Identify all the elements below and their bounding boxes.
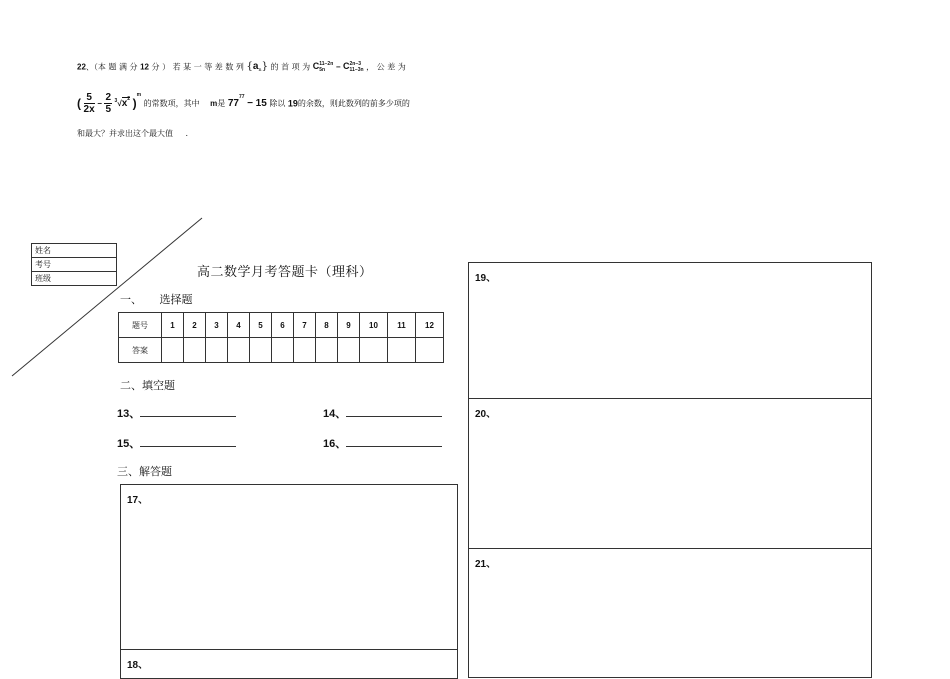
frac1-num: 5 <box>84 92 95 104</box>
c1-sup: 11−2n <box>319 61 334 67</box>
choice-number: 2 <box>184 313 206 338</box>
answer-cell[interactable] <box>162 338 184 363</box>
points-value: 12 <box>140 62 149 72</box>
answer-cell[interactable] <box>338 338 360 363</box>
value-19: 19 <box>287 98 298 109</box>
root-body: x <box>121 98 128 109</box>
answer-box-17[interactable] <box>120 484 458 650</box>
problem-text: 除以 <box>269 99 286 108</box>
answer-cell[interactable] <box>294 338 316 363</box>
fill-item-16 <box>323 435 442 451</box>
section-number: 一、 <box>120 293 142 306</box>
c1-sub: 5n <box>319 67 326 73</box>
answer-cell[interactable] <box>184 338 206 363</box>
info-field-name[interactable]: 姓名 <box>32 244 117 258</box>
root-index: 3 <box>114 98 118 104</box>
answer-box-label: 18、 <box>127 660 149 671</box>
var-m: m <box>210 99 218 108</box>
sequence-symbol: $\{a_n\}$ <box>246 61 268 74</box>
info-field-class[interactable]: 班级 <box>32 272 117 286</box>
choice-number-row <box>119 313 444 338</box>
fill-label: 13、 <box>117 408 141 420</box>
answer-box-label: 21、 <box>475 559 497 570</box>
answer-cell[interactable] <box>316 338 338 363</box>
section-choice-heading <box>120 291 193 307</box>
choice-answer-table <box>118 312 444 363</box>
c1-letter: C <box>312 61 320 72</box>
answer-box-label: 19、 <box>475 273 497 284</box>
fill-item-14 <box>323 405 442 421</box>
answer-label: 答案 <box>119 338 162 363</box>
minus-sign: − <box>335 62 341 72</box>
fill-blank[interactable] <box>140 406 236 417</box>
answer-cell[interactable] <box>228 338 250 363</box>
sequence-a: a <box>252 61 259 73</box>
choice-number: 7 <box>294 313 316 338</box>
power-m: m <box>136 91 142 98</box>
problem-text: ， 公 差 为 <box>366 62 406 72</box>
problem-text: 的常数项，其中 <box>143 99 200 108</box>
frac2-num: 2 <box>105 92 111 103</box>
frac2-den: 5 <box>105 104 111 115</box>
choice-number: 9 <box>338 313 360 338</box>
student-info-table <box>31 243 117 286</box>
problem-text: 、（本 题 满 分 <box>85 62 138 72</box>
problem-text: 的余数，则此数列的前多少项的 <box>297 99 410 108</box>
answer-box-20[interactable] <box>468 398 872 549</box>
answer-box-label: 17、 <box>127 495 149 506</box>
exponent-77: 77 <box>238 93 245 100</box>
info-field-exam-number[interactable]: 考号 <box>32 258 117 272</box>
choice-number: 4 <box>228 313 250 338</box>
answer-cell[interactable] <box>388 338 416 363</box>
choice-number: 10 <box>360 313 388 338</box>
question-number-label: 题号 <box>119 313 162 338</box>
section-fill-heading: 二、填空题 <box>120 379 175 392</box>
answer-box-19[interactable] <box>468 262 872 399</box>
answer-cell[interactable] <box>416 338 444 363</box>
c2-sub: 11−3n <box>349 67 364 73</box>
problem-text: 是 <box>217 99 226 108</box>
card-title: 高二数学月考答题卡（理科） <box>197 265 373 280</box>
section-title: 选择题 <box>159 293 193 306</box>
answer-cell[interactable] <box>360 338 388 363</box>
c2-sup: 2n−3 <box>349 61 362 67</box>
fill-label: 16、 <box>323 438 347 450</box>
choice-number: 6 <box>272 313 294 338</box>
answer-box-label: 20、 <box>475 409 497 420</box>
choice-number: 11 <box>388 313 416 338</box>
problem-text: 和最大？并求出这个最大值 <box>77 129 173 138</box>
frac1-den: 2x <box>83 104 95 115</box>
sequence-n: n <box>258 67 262 74</box>
fill-label: 15、 <box>117 438 141 450</box>
choice-number: 3 <box>206 313 228 338</box>
answer-cell[interactable] <box>272 338 294 363</box>
answer-cell[interactable] <box>250 338 272 363</box>
minus-15: − 15 <box>247 98 267 109</box>
period: . <box>185 129 189 138</box>
answer-cell[interactable] <box>206 338 228 363</box>
choice-number: 5 <box>250 313 272 338</box>
fill-blank[interactable] <box>140 436 236 447</box>
choice-answer-row <box>119 338 444 363</box>
fill-item-15 <box>117 435 236 451</box>
problem-number: 22 <box>77 62 86 72</box>
section-solve-heading: 三、解答题 <box>117 465 172 478</box>
fill-blank[interactable] <box>346 406 442 417</box>
c2-letter: C <box>343 61 350 72</box>
choice-number: 1 <box>162 313 184 338</box>
problem-text: 的 首 项 为 <box>270 62 311 72</box>
choice-number: 12 <box>416 313 444 338</box>
choice-number: 8 <box>316 313 338 338</box>
root-exp: 2 <box>127 96 131 102</box>
fill-label: 14、 <box>323 408 347 420</box>
problem-22-line-2: ( $\frac{5}{2x}$ − $\frac{2}{5}$ $^3√x^2$ )$^m$ 的常数项，其中 m是 $77^{77} - 15$ 除以 19的余数，则此数列的前多少项的 <box>77 91 410 115</box>
fill-item-13 <box>117 405 236 421</box>
value-77: 77 <box>227 98 239 109</box>
cube-root: $^3√x^2$ <box>114 96 131 109</box>
fill-blank[interactable] <box>346 436 442 447</box>
answer-box-21[interactable] <box>468 548 872 678</box>
answer-box-18[interactable] <box>120 649 458 679</box>
minus-sign: − <box>97 99 102 108</box>
problem-text: 分 ） 若 某 一 等 差 数 列 <box>151 62 244 72</box>
